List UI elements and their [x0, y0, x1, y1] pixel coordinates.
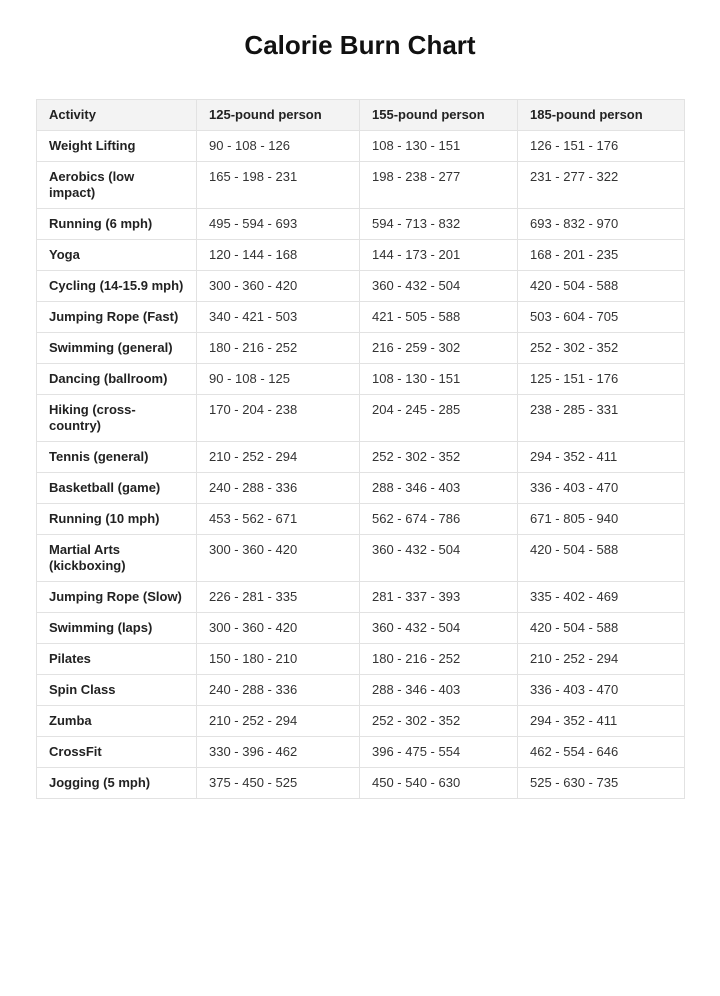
calories-cell: 294 - 352 - 411: [518, 442, 685, 473]
table-row: [37, 582, 685, 613]
activity-cell: Spin Class: [37, 675, 197, 706]
table-row: [37, 442, 685, 473]
table-row: [37, 535, 685, 582]
activity-cell: Running (10 mph): [37, 504, 197, 535]
calories-cell: 288 - 346 - 403: [360, 675, 518, 706]
column-header-125-pound: 125-pound person: [197, 100, 360, 131]
calories-cell: 336 - 403 - 470: [518, 675, 685, 706]
table-header-row: [37, 100, 685, 131]
calories-cell: 562 - 674 - 786: [360, 504, 518, 535]
table-row: [37, 131, 685, 162]
calories-cell: 421 - 505 - 588: [360, 302, 518, 333]
calories-cell: 231 - 277 - 322: [518, 162, 685, 209]
activity-cell: Running (6 mph): [37, 209, 197, 240]
calories-cell: 252 - 302 - 352: [360, 706, 518, 737]
calories-cell: 210 - 252 - 294: [197, 442, 360, 473]
calories-cell: 360 - 432 - 504: [360, 271, 518, 302]
table-row: [37, 706, 685, 737]
calories-cell: 453 - 562 - 671: [197, 504, 360, 535]
column-header-155-pound: 155-pound person: [360, 100, 518, 131]
calories-cell: 300 - 360 - 420: [197, 271, 360, 302]
calories-cell: 90 - 108 - 125: [197, 364, 360, 395]
column-header-185-pound: 185-pound person: [518, 100, 685, 131]
activity-cell: Martial Arts (kickboxing): [37, 535, 197, 582]
calories-cell: 125 - 151 - 176: [518, 364, 685, 395]
activity-cell: Dancing (ballroom): [37, 364, 197, 395]
activity-cell: Aerobics (low impact): [37, 162, 197, 209]
page-title: Calorie Burn Chart: [244, 30, 476, 60]
calories-cell: 420 - 504 - 588: [518, 535, 685, 582]
calories-cell: 252 - 302 - 352: [518, 333, 685, 364]
calories-cell: 165 - 198 - 231: [197, 162, 360, 209]
table-row: [37, 504, 685, 535]
calories-cell: 216 - 259 - 302: [360, 333, 518, 364]
calories-cell: 330 - 396 - 462: [197, 737, 360, 768]
activity-cell: Tennis (general): [37, 442, 197, 473]
activity-cell: Pilates: [37, 644, 197, 675]
calories-cell: 210 - 252 - 294: [197, 706, 360, 737]
calories-cell: 198 - 238 - 277: [360, 162, 518, 209]
activity-cell: Weight Lifting: [37, 131, 197, 162]
calories-cell: 360 - 432 - 504: [360, 613, 518, 644]
activity-cell: Jogging (5 mph): [37, 768, 197, 799]
table-row: [37, 302, 685, 333]
calories-cell: 300 - 360 - 420: [197, 535, 360, 582]
calories-cell: 150 - 180 - 210: [197, 644, 360, 675]
calories-cell: 204 - 245 - 285: [360, 395, 518, 442]
table-row: [37, 737, 685, 768]
calories-cell: 210 - 252 - 294: [518, 644, 685, 675]
calories-cell: 226 - 281 - 335: [197, 582, 360, 613]
activity-cell: Swimming (laps): [37, 613, 197, 644]
calories-cell: 693 - 832 - 970: [518, 209, 685, 240]
calories-cell: 120 - 144 - 168: [197, 240, 360, 271]
activity-cell: Hiking (cross-country): [37, 395, 197, 442]
calories-cell: 396 - 475 - 554: [360, 737, 518, 768]
table-row: [37, 675, 685, 706]
calories-cell: 252 - 302 - 352: [360, 442, 518, 473]
column-header-activity: Activity: [37, 100, 197, 131]
activity-cell: Zumba: [37, 706, 197, 737]
calories-cell: 336 - 403 - 470: [518, 473, 685, 504]
table-row: [37, 162, 685, 209]
calories-cell: 281 - 337 - 393: [360, 582, 518, 613]
table-row: [37, 613, 685, 644]
calories-cell: 144 - 173 - 201: [360, 240, 518, 271]
calories-cell: 495 - 594 - 693: [197, 209, 360, 240]
activity-cell: Swimming (general): [37, 333, 197, 364]
calories-cell: 420 - 504 - 588: [518, 613, 685, 644]
calorie-burn-table: [36, 99, 685, 799]
calories-cell: 170 - 204 - 238: [197, 395, 360, 442]
calories-cell: 294 - 352 - 411: [518, 706, 685, 737]
calories-cell: 108 - 130 - 151: [360, 364, 518, 395]
calories-cell: 108 - 130 - 151: [360, 131, 518, 162]
calories-cell: 90 - 108 - 126: [197, 131, 360, 162]
calories-cell: 180 - 216 - 252: [360, 644, 518, 675]
activity-cell: CrossFit: [37, 737, 197, 768]
activity-cell: Cycling (14-15.9 mph): [37, 271, 197, 302]
table-row: [37, 473, 685, 504]
table-body: [37, 131, 685, 799]
calories-cell: 420 - 504 - 588: [518, 271, 685, 302]
table-row: [37, 644, 685, 675]
table-header: [37, 100, 685, 131]
calories-cell: 594 - 713 - 832: [360, 209, 518, 240]
calories-cell: 240 - 288 - 336: [197, 675, 360, 706]
calories-cell: 238 - 285 - 331: [518, 395, 685, 442]
calories-cell: 671 - 805 - 940: [518, 504, 685, 535]
table-row: [37, 271, 685, 302]
activity-cell: Yoga: [37, 240, 197, 271]
activity-cell: Jumping Rope (Fast): [37, 302, 197, 333]
calories-cell: 168 - 201 - 235: [518, 240, 685, 271]
table-row: [37, 333, 685, 364]
calories-cell: 240 - 288 - 336: [197, 473, 360, 504]
calories-cell: 450 - 540 - 630: [360, 768, 518, 799]
calories-cell: 126 - 151 - 176: [518, 131, 685, 162]
table-row: [37, 395, 685, 442]
table-row: [37, 240, 685, 271]
table-row: [37, 364, 685, 395]
calories-cell: 375 - 450 - 525: [197, 768, 360, 799]
calories-cell: 288 - 346 - 403: [360, 473, 518, 504]
calories-cell: 525 - 630 - 735: [518, 768, 685, 799]
calories-cell: 340 - 421 - 503: [197, 302, 360, 333]
activity-cell: Basketball (game): [37, 473, 197, 504]
calories-cell: 462 - 554 - 646: [518, 737, 685, 768]
table-row: [37, 768, 685, 799]
calories-cell: 300 - 360 - 420: [197, 613, 360, 644]
table-row: [37, 209, 685, 240]
calories-cell: 180 - 216 - 252: [197, 333, 360, 364]
calories-cell: 360 - 432 - 504: [360, 535, 518, 582]
activity-cell: Jumping Rope (Slow): [37, 582, 197, 613]
calories-cell: 503 - 604 - 705: [518, 302, 685, 333]
calories-cell: 335 - 402 - 469: [518, 582, 685, 613]
